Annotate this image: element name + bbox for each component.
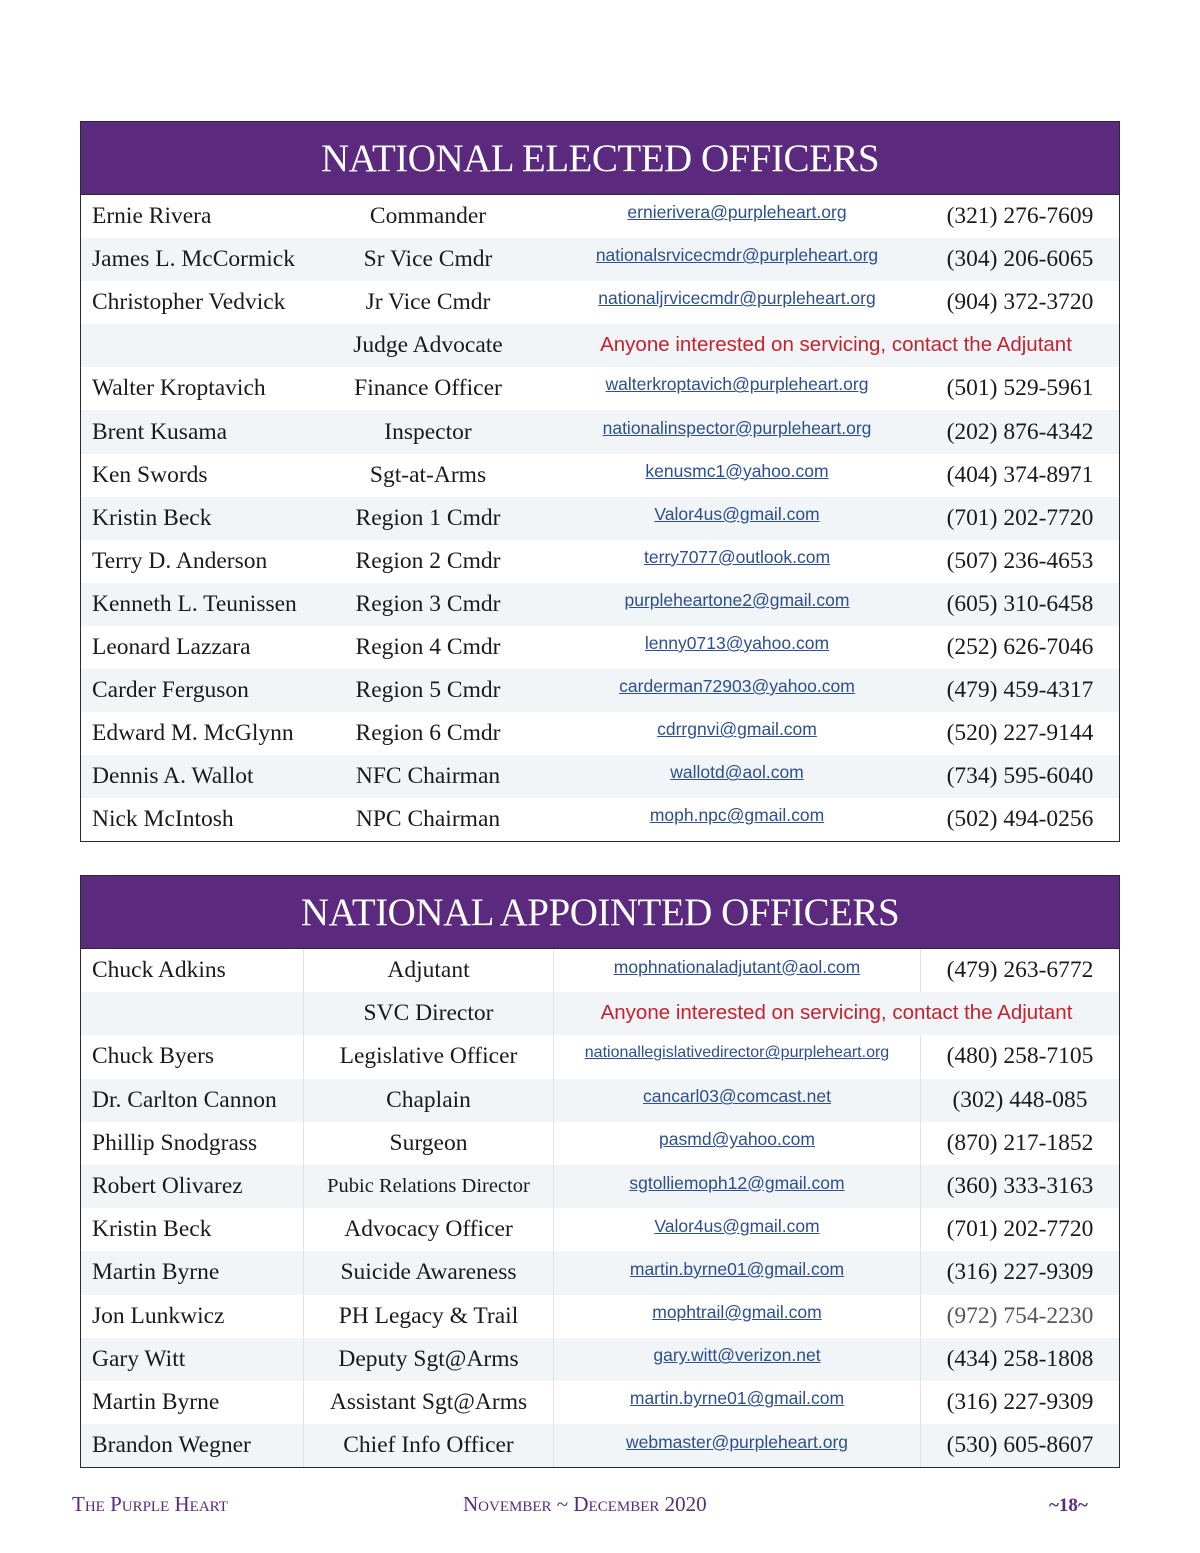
officer-title: Assistant Sgt@Arms [303,1381,553,1424]
table-row [81,669,1119,712]
officer-title: Region 5 Cmdr [355,677,501,704]
table-row [81,1251,1119,1294]
officer-name: Brandon Wegner [92,1432,251,1459]
officer-email-link[interactable]: pasmd@yahoo.com [553,1122,921,1165]
table-body [81,195,1119,841]
table-row [81,281,1119,324]
officer-name: Walter Kroptavich [92,375,266,402]
officer-phone: (304) 206-6065 [946,246,1094,273]
table-row [81,755,1119,798]
vacancy-notice: Anyone interested on servicing, contact the Adjutant [553,991,1119,1034]
officer-name: Dr. Carlton Cannon [92,1086,277,1113]
officer-phone: (302) 448-085 [952,1086,1088,1113]
officer-name: Kristin Beck [92,504,212,531]
officer-email-link[interactable]: webmaster@purpleheart.org [553,1424,921,1467]
table-title: NATIONAL APPOINTED OFFICERS [81,876,1119,949]
officer-title: Region 4 Cmdr [355,633,501,660]
issue-date: November ~ December 2020 [463,1492,707,1516]
table-row [81,992,1119,1035]
publication-name: The Purple Heart [72,1492,228,1516]
officer-email-link[interactable]: ernierivera@purpleheart.org [627,202,847,223]
table-title: NATIONAL ELECTED OFFICERS [81,122,1119,195]
officer-email-link[interactable]: mophnationaladjutant@aol.com [553,949,921,992]
officer-email-link[interactable]: walterkroptavich@purpleheart.org [605,374,869,395]
officer-phone: (404) 374-8971 [946,461,1094,488]
table-row [81,1122,1119,1165]
officer-title: Chief Info Officer [303,1424,553,1467]
officer-email-link[interactable]: sgtolliemoph12@gmail.com [553,1165,921,1208]
table-row [81,1424,1119,1467]
table-row [81,324,1119,367]
officer-title: Adjutant [303,949,553,992]
table-body [81,949,1119,1467]
officer-phone: (501) 529-5961 [946,375,1094,402]
officer-phone: (360) 333-3163 [946,1173,1094,1200]
officer-phone: (434) 258-1808 [946,1345,1094,1372]
officer-name: Ernie Rivera [92,203,212,230]
officer-phone: (202) 876-4342 [946,418,1094,445]
officer-title: Region 3 Cmdr [355,590,501,617]
officer-title: Commander [369,203,487,230]
officer-title: Legislative Officer [303,1035,553,1078]
page-number: ~18~ [1049,1495,1088,1516]
table-row [81,497,1119,540]
officer-title: Advocacy Officer [303,1208,553,1251]
officer-name: Christopher Vedvick [92,289,286,316]
officer-phone: (252) 626-7046 [946,633,1094,660]
officer-email-link[interactable]: terry7077@outlook.com [643,546,831,567]
officer-email-link[interactable]: martin.byrne01@gmail.com [553,1251,921,1294]
officer-email-link[interactable]: lenny0713@yahoo.com [644,632,830,653]
table-row [81,195,1119,238]
officer-phone: (316) 227-9309 [946,1259,1094,1286]
officer-name: Ken Swords [92,461,208,488]
officer-name: James L. McCormick [92,246,295,273]
officer-name: Phillip Snodgrass [92,1129,258,1156]
officer-title: Chaplain [303,1079,553,1122]
officer-email-link[interactable]: Valor4us@gmail.com [553,1208,921,1251]
officer-name: Carder Ferguson [92,677,249,704]
table-row [81,367,1119,410]
officer-email-link[interactable]: cdrrgnvi@gmail.com [657,719,817,740]
page-footer [0,1492,1200,1522]
officer-name: Brent Kusama [92,418,228,445]
table-row [81,540,1119,583]
officer-email-link[interactable]: Valor4us@gmail.com [654,503,820,524]
officer-name: Dennis A. Wallot [92,763,254,790]
table-row [81,410,1119,453]
officer-email-link[interactable]: moph.npc@gmail.com [649,805,825,826]
officer-email-link[interactable]: martin.byrne01@gmail.com [553,1381,921,1424]
officer-title: Jr Vice Cmdr [365,289,491,316]
officer-phone: (479) 263-6772 [946,957,1094,984]
officer-title: Inspector [384,418,472,445]
table-row [81,798,1119,841]
officer-title: Region 6 Cmdr [355,720,501,747]
officer-phone: (972) 754-2230 [946,1302,1094,1329]
officer-email-link[interactable]: nationaljrvicecmdr@purpleheart.org [598,288,876,309]
table-row [81,1381,1119,1424]
table-row [81,1338,1119,1381]
officer-title: Deputy Sgt@Arms [303,1338,553,1381]
table-row [81,712,1119,755]
officer-title: NFC Chairman [355,763,501,790]
officer-email-link[interactable]: kenusmc1@yahoo.com [645,460,829,481]
appointed-officers-table [80,875,1120,1468]
officer-name: Martin Byrne [92,1259,220,1286]
officer-name: Kenneth L. Teunissen [92,590,297,617]
table-row [81,1295,1119,1338]
officer-title: Sr Vice Cmdr [363,246,493,273]
officer-name: Edward M. McGlynn [92,720,294,747]
officer-phone: (701) 202-7720 [946,504,1094,531]
officer-phone: (502) 494-0256 [946,806,1094,833]
table-row [81,1165,1119,1208]
officer-phone: (507) 236-4653 [946,547,1094,574]
officer-phone: (734) 595-6040 [946,763,1094,790]
officer-name: Jon Lunkwicz [92,1302,225,1329]
officer-email-link[interactable]: nationallegislativedirector@purpleheart.org [553,1035,921,1078]
officer-email-link[interactable]: gary.witt@verizon.net [553,1338,921,1381]
officer-name: Martin Byrne [92,1388,220,1415]
officer-email-link[interactable]: mophtrail@gmail.com [553,1295,921,1338]
elected-officers-table [80,121,1120,842]
officer-title: Surgeon [303,1122,553,1165]
table-row [81,1079,1119,1122]
officer-phone: (870) 217-1852 [946,1129,1094,1156]
officer-phone: (480) 258-7105 [946,1043,1094,1070]
officer-email-link[interactable]: purpleheartone2@gmail.com [624,589,850,610]
officer-title: Suicide Awareness [303,1251,553,1294]
officer-phone: (316) 227-9309 [946,1388,1094,1415]
table-row [81,1208,1119,1251]
officer-title: Pubic Relations Director [303,1165,553,1208]
officer-title: Region 2 Cmdr [355,547,501,574]
officer-email-link[interactable]: cancarl03@comcast.net [553,1079,921,1122]
officer-email-link[interactable]: nationalsrvicecmdr@purpleheart.org [595,245,879,266]
officer-phone: (904) 372-3720 [946,289,1094,316]
vacancy-notice: Anyone interested on servicing, contact the Adjutant [600,332,1072,356]
officer-name: Leonard Lazzara [92,633,251,660]
table-row [81,238,1119,281]
officer-title: Sgt-at-Arms [369,461,487,488]
officer-name: Gary Witt [92,1345,186,1372]
officer-name: Robert Olivarez [92,1173,243,1200]
officer-phone: (530) 605-8607 [946,1432,1094,1459]
officer-title: Judge Advocate [353,332,503,359]
table-row [81,626,1119,669]
officer-title: SVC Director [303,992,553,1035]
officer-title: PH Legacy & Trail [303,1295,553,1338]
officer-name: Kristin Beck [92,1216,212,1243]
officer-email-link[interactable]: wallotd@aol.com [670,762,804,783]
table-row [81,454,1119,497]
officer-phone: (701) 202-7720 [946,1216,1094,1243]
officer-phone: (605) 310-6458 [946,590,1094,617]
officer-email-link[interactable]: nationalinspector@purpleheart.org [602,417,872,438]
officer-name: Chuck Byers [92,1043,215,1070]
officer-name: Terry D. Anderson [92,547,268,574]
officer-name: Chuck Adkins [92,957,226,984]
officer-title: Region 1 Cmdr [355,504,501,531]
table-row [81,1035,1119,1078]
table-row [81,583,1119,626]
officer-email-link[interactable]: carderman72903@yahoo.com [619,676,855,697]
officer-title: Finance Officer [354,375,502,402]
officer-title: NPC Chairman [355,806,501,833]
officer-phone: (479) 459-4317 [946,677,1094,704]
officer-name: Nick McIntosh [92,806,234,833]
officer-phone: (520) 227-9144 [946,720,1094,747]
table-row [81,949,1119,992]
officer-phone: (321) 276-7609 [946,203,1094,230]
